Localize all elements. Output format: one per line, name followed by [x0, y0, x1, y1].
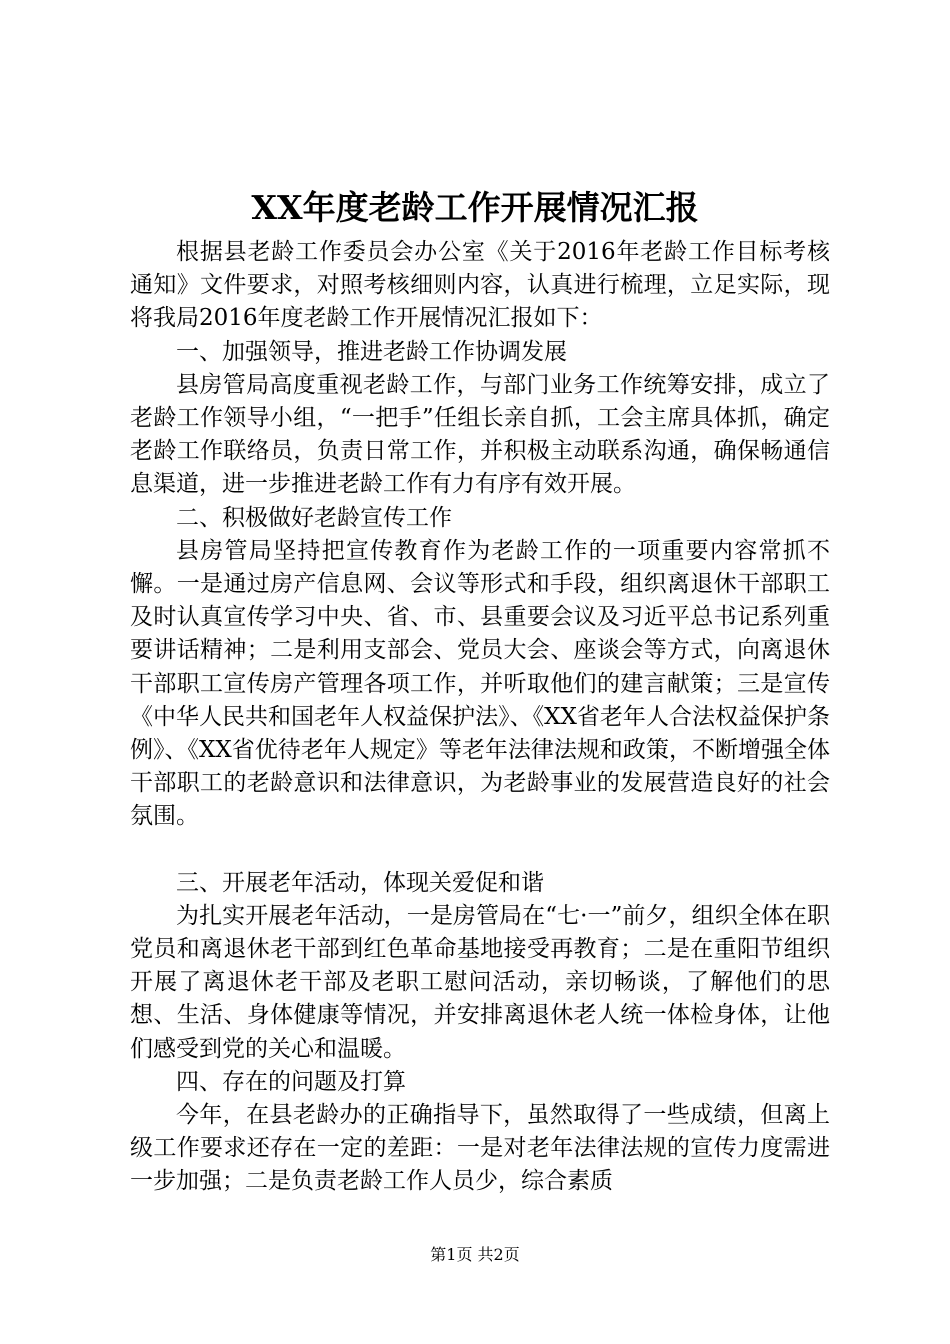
paragraph-section-1: 县房管局高度重视老龄工作，与部门业务工作统筹安排，成立了老龄工作领导小组，“一把手”任组长亲自抓，工会主席具体抓，确定老龄工作联络员，负责日常工作，并积极主动联系沟通，确保畅通信息渠道，进一步推进老龄工作有力有序有效开展。 — [130, 371, 830, 498]
section-heading-2: 二、积极做好老龄宣传工作 — [176, 504, 452, 531]
paragraph-intro: 根据县老龄工作委员会办公室《关于2016年老龄工作目标考核通知》文件要求，对照考核细则内容，认真进行梳理，立足实际，现将我局2016年度老龄工作开展情况汇报如下： — [130, 239, 830, 332]
section-heading-4: 四、存在的问题及打算 — [176, 1068, 406, 1095]
paragraph-section-4: 今年，在县老龄办的正确指导下，虽然取得了一些成绩，但离上级工作要求还存在一定的差距：一是对老年法律法规的宣传力度需进一步加强；二是负责老龄工作人员少，综合素质 — [130, 1102, 830, 1195]
paragraph-section-3: 为扎实开展老年活动，一是房管局在“七·一”前夕，组织全体在职党员和离退休老干部到红色革命基地接受再教育；二是在重阳节组织开展了离退休老干部及老职工慰问活动，亲切畅谈，了解他们的思想、生活、身体健康等情况，并安排离退休老人统一体检身体，让他们感受到党的关心和温暖。 — [130, 902, 830, 1062]
section-heading-3: 三、开展老年活动，体现关爱促和谐 — [176, 869, 544, 896]
document-title: XX年度老龄工作开展情况汇报 — [251, 188, 699, 227]
document-body — [130, 236, 830, 1199]
paragraph-section-2: 县房管局坚持把宣传教育作为老龄工作的一项重要内容常抓不懈。一是通过房产信息网、会议等形式和手段，组织离退休干部职工及时认真宣传学习中央、省、市、县重要会议及习近平总书记系列重要讲话精神；二是利用支部会、党员大会、座谈会等方式，向离退休干部职工宣传房产管理各项工作，并听取他们的建言献策；三是宣传《中华人民共和国老年人权益保护法》、《XX省老年人合法权益保护条例》、《XX省优待老年人规定》等老年法律法规和政策，不断增强全体干部职工的老龄意识和法律意识，为老龄事业的发展营造良好的社会氛围。 — [130, 537, 830, 830]
page-footer: 第1页 共2页 — [430, 1245, 520, 1264]
section-heading-1: 一、加强领导，推进老龄工作协调发展 — [176, 338, 567, 365]
